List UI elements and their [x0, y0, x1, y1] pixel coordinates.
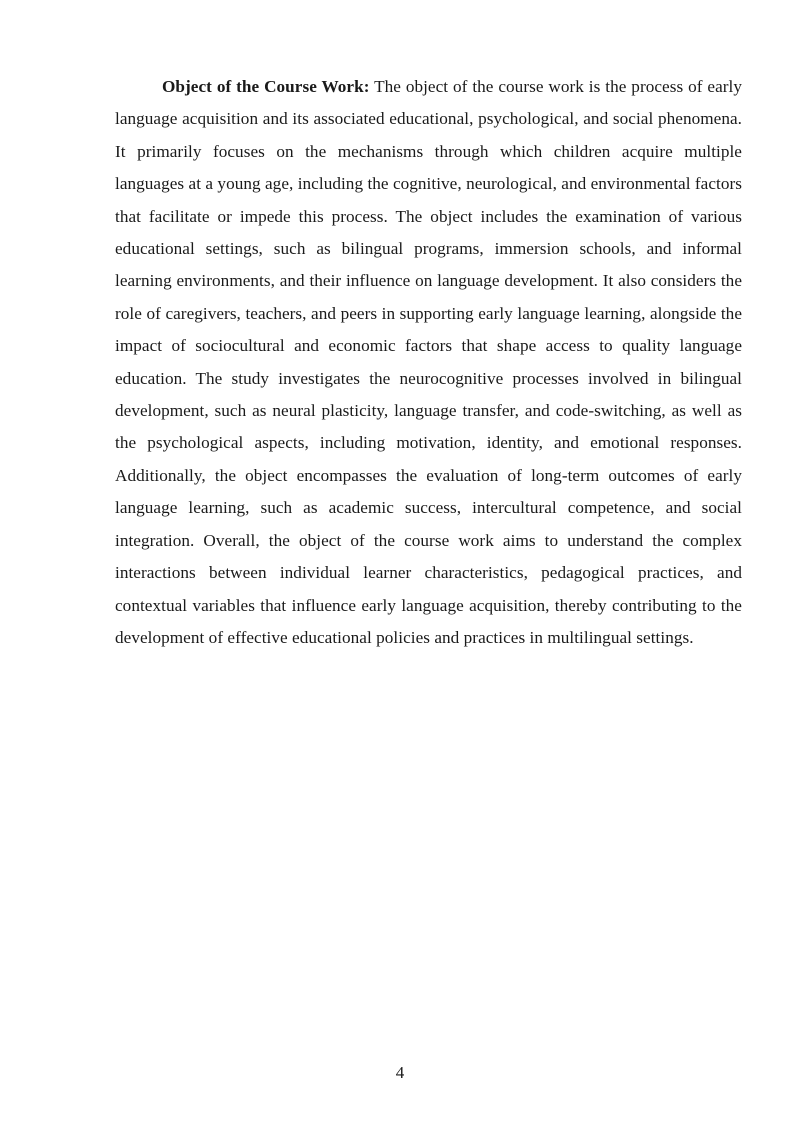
- section-heading: Object of the Course Work:: [162, 77, 370, 96]
- page-number: 4: [395, 1063, 405, 1082]
- paragraph-text: The object of the course work is the process of early language acquisition and its associated educational, psychological, and social phenomena. It primarily focuses on the mechanisms through which children acquire multiple languages at a young age, including the cognitive, neurological, and environmental factors that facilitate or impede this process. The object includes the examination of various educational settings, such as bilingual programs, immersion schools, and informal learning environments, and their influence on language development. It also considers the role of caregivers, teachers, and peers in supporting early language learning, alongside the impact of sociocultural and economic factors that shape access to quality language education. The study investigates the neurocognitive processes involved in bilingual development, such as neural plasticity, language transfer, and code-switching, as well as the psychological aspects, including motivation, identity, and emotional responses. Additionally, the object encompasses the evaluation of long-term outcomes of early language learning, such as academic success, intercultural competence, and social integration. Overall, the object of the course work aims to understand the complex interactions between individual learner characteristics, pedagogical practices, and contextual variables that influence early language acquisition, thereby contributing to the development of effective educational policies and practices in multilingual settings.: [115, 77, 742, 647]
- object-paragraph: [115, 71, 742, 654]
